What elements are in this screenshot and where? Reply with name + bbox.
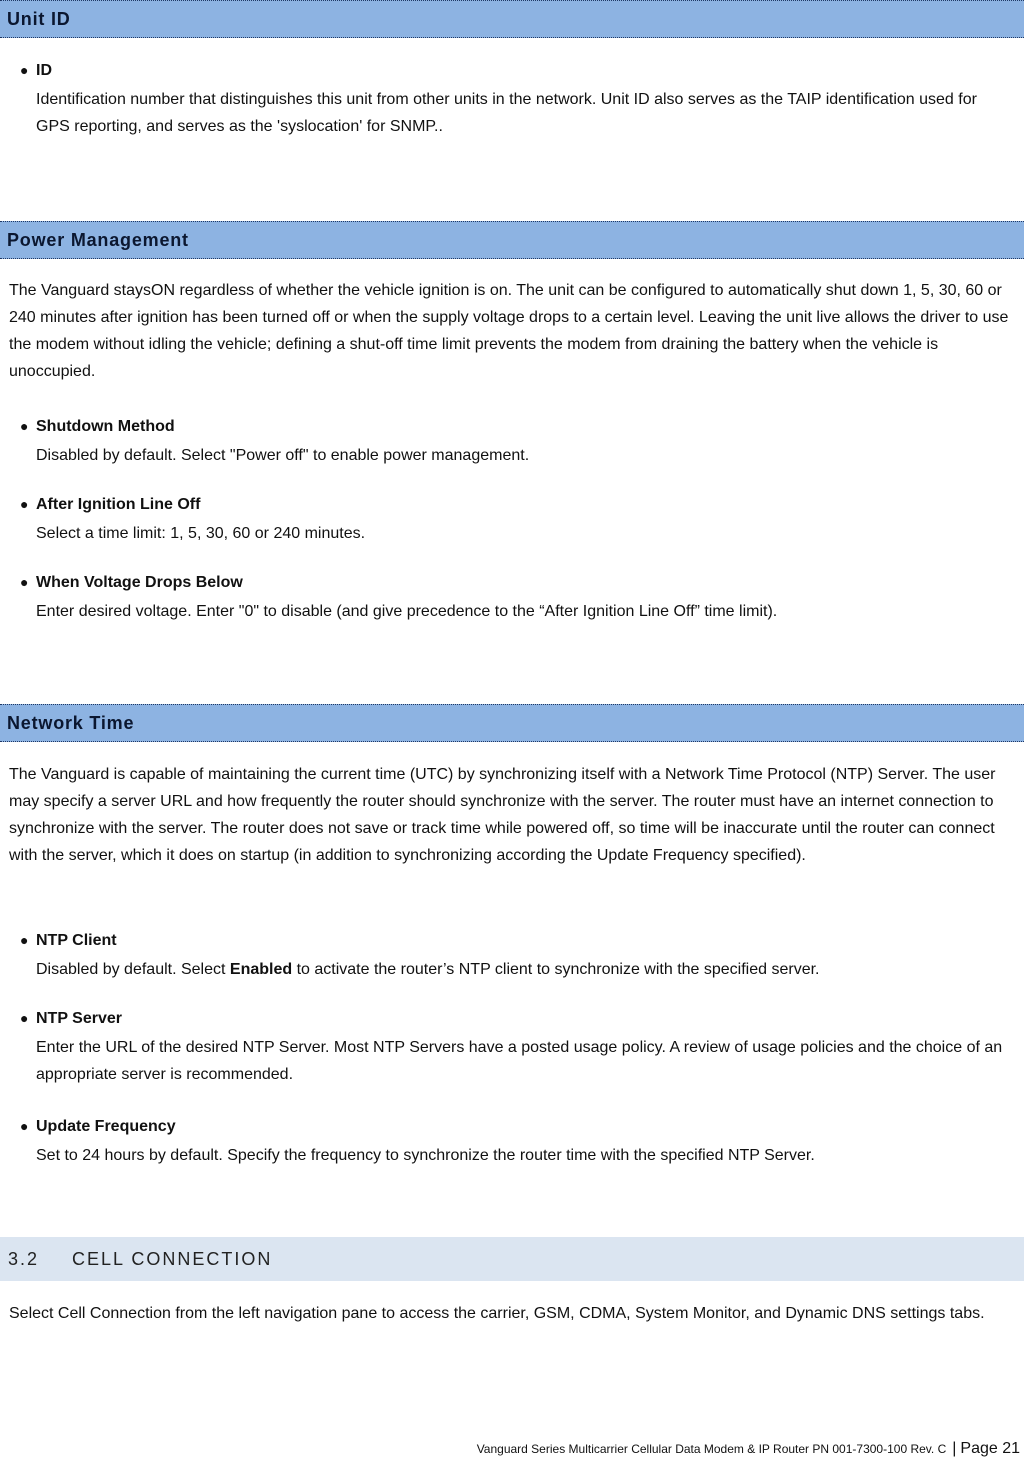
bullet-icon: ● — [20, 496, 29, 512]
item-title: NTP Server — [36, 1010, 122, 1027]
bullet-icon: ● — [20, 62, 29, 78]
section-heading-power-management — [0, 221, 1024, 259]
section-heading-text: Network Time — [7, 712, 135, 733]
bullet-icon: ● — [20, 932, 29, 948]
bullet-icon: ● — [20, 418, 29, 434]
item-description-pre: Disabled by default. Select — [36, 961, 230, 978]
section-heading-text: Unit ID — [7, 8, 71, 29]
item-description: Enter the URL of the desired NTP Server. Most NTP Servers have a posted usage policy. A review of usage policies and the choice of an appropriate server is recommended. — [36, 1039, 1003, 1083]
item-title: ID — [36, 62, 52, 79]
power-management-intro: The Vanguard staysON regardless of whether the vehicle ignition is on. The unit can be configured to automatically shut down 1, 5, 30, 60 or 240 minutes after ignition has been turned off or when the supply voltage drops to a certain level. Leaving the unit live allows the driver to use the modem without idling the vehicle; defining a shut-off time limit prevents the modem from draining the battery when the vehicle is unoccupied. — [9, 282, 1009, 380]
item-description: Disabled by default. Select "Power off" to enable power management. — [36, 447, 530, 464]
section-heading-cell-connection — [0, 1237, 1024, 1281]
page-footer — [477, 1440, 1020, 1458]
section-heading-network-time — [0, 704, 1024, 742]
item-description: Select a time limit: 1, 5, 30, 60 or 240 minutes. — [36, 525, 366, 542]
bullet-icon: ● — [20, 1118, 29, 1134]
item-description — [36, 956, 1006, 983]
section-heading-text: CELL CONNECTION — [72, 1248, 273, 1269]
footer-doc-title: Vanguard Series Multicarrier Cellular Data Modem & IP Router PN 001-7300-100 Rev. C — [476, 1442, 947, 1456]
item-title: When Voltage Drops Below — [36, 574, 243, 591]
bullet-icon: ● — [20, 1010, 29, 1026]
item-description: Identification number that distinguishes this unit from other units in the network. Unit ID also serves as the TAIP identification used for GPS reporting, and serves as the 'syslocation' for SNMP.. — [36, 91, 977, 135]
page-number: Page 21 — [960, 1440, 1020, 1457]
section-heading-unit-id — [0, 0, 1024, 38]
item-title: NTP Client — [36, 932, 117, 949]
cell-connection-intro: Select Cell Connection from the left navigation pane to access the carrier, GSM, CDMA, System Monitor, and Dynamic DNS settings tabs. — [9, 1305, 985, 1322]
item-title: Shutdown Method — [36, 418, 175, 435]
network-time-intro: The Vanguard is capable of maintaining the current time (UTC) by synchronizing itself with a Network Time Protocol (NTP) Server. The user may specify a server URL and how frequently the router should synchronize with the server. The router must have an internet connection to synchronize with the server. The router does not save or track time while powered off, so time will be inaccurate until the router can connect with the server, which it does on startup (in addition to synchronizing according the Update Frequency specified). — [9, 766, 996, 864]
item-description-bold: Enabled — [229, 961, 293, 978]
bullet-icon: ● — [20, 574, 29, 590]
item-description: Enter desired voltage. Enter "0" to disable (and give precedence to the “After Ignition Line Off” time limit). — [36, 603, 778, 620]
section-heading-text: Power Management — [7, 229, 189, 250]
footer-separator: | — [952, 1440, 957, 1457]
item-title: Update Frequency — [36, 1118, 176, 1135]
item-title: After Ignition Line Off — [36, 496, 201, 513]
item-description-post: to activate the router’s NTP client to synchronize with the specified server. — [292, 961, 820, 978]
section-number: 3.2 — [8, 1248, 40, 1269]
item-description: Set to 24 hours by default. Specify the frequency to synchronize the router time with the specified NTP Server. — [36, 1147, 815, 1164]
